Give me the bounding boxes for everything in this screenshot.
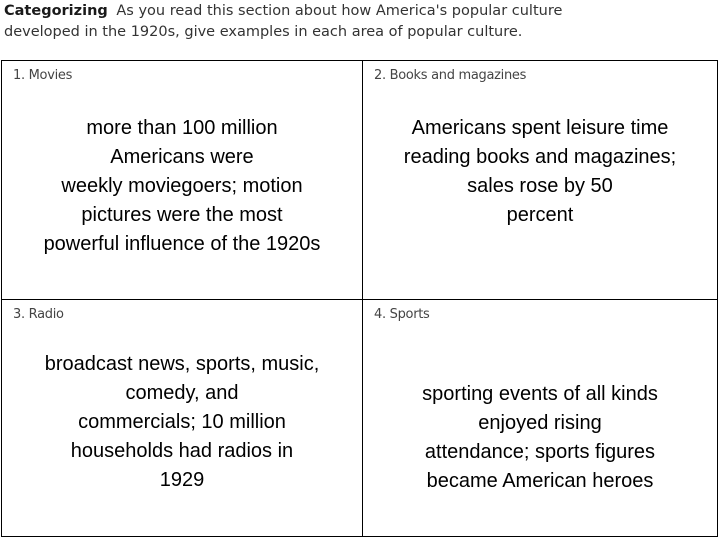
instructions-text-2: developed in the 1920s, give examples in each area of popular culture. xyxy=(4,24,523,40)
categorizing-grid xyxy=(1,60,718,537)
answer-line: became American heroes xyxy=(426,470,654,492)
instructions-heading: Categorizing xyxy=(4,3,108,19)
cell-label-movies: 1. Movies xyxy=(13,68,73,83)
answer-line: percent xyxy=(506,204,574,226)
answer-line: comedy, and xyxy=(125,382,239,404)
answer-line: pictures were the most xyxy=(81,204,283,226)
answer-line: broadcast news, sports, music, xyxy=(44,353,320,375)
cell-answer-books-and-magazines xyxy=(369,114,711,230)
cell-answer-sports xyxy=(369,380,711,496)
answer-line: sporting events of all kinds xyxy=(422,383,658,405)
answer-line: 1929 xyxy=(159,469,205,491)
instructions-text-1: As you read this section about how America's popular culture xyxy=(116,3,563,19)
answer-line: attendance; sports figures xyxy=(424,441,656,463)
answer-line: weekly moviegoers; motion xyxy=(61,175,303,197)
answer-line: powerful influence of the 1920s xyxy=(43,233,321,255)
answer-line: Americans spent leisure time xyxy=(411,117,669,139)
answer-line: sales rose by 50 xyxy=(467,175,613,197)
instructions xyxy=(4,1,716,43)
cell-books-and-magazines xyxy=(363,61,717,300)
answer-line: commercials; 10 million xyxy=(78,411,286,433)
cell-label-sports: 4. Sports xyxy=(374,307,430,322)
cell-answer-movies xyxy=(8,114,356,259)
cell-answer-radio xyxy=(8,350,356,495)
cell-radio xyxy=(2,300,363,536)
answer-line: enjoyed rising xyxy=(478,412,602,434)
cell-movies xyxy=(2,61,363,300)
cell-label-books-and-magazines: 2. Books and magazines xyxy=(374,68,527,83)
instructions-line-1 xyxy=(4,1,716,22)
answer-line: households had radios in xyxy=(70,440,294,462)
answer-line: more than 100 million xyxy=(86,117,278,139)
cell-label-radio: 3. Radio xyxy=(13,307,64,322)
answer-line: reading books and magazines; xyxy=(403,146,677,168)
cell-sports xyxy=(363,300,717,536)
answer-line: Americans were xyxy=(110,146,254,168)
